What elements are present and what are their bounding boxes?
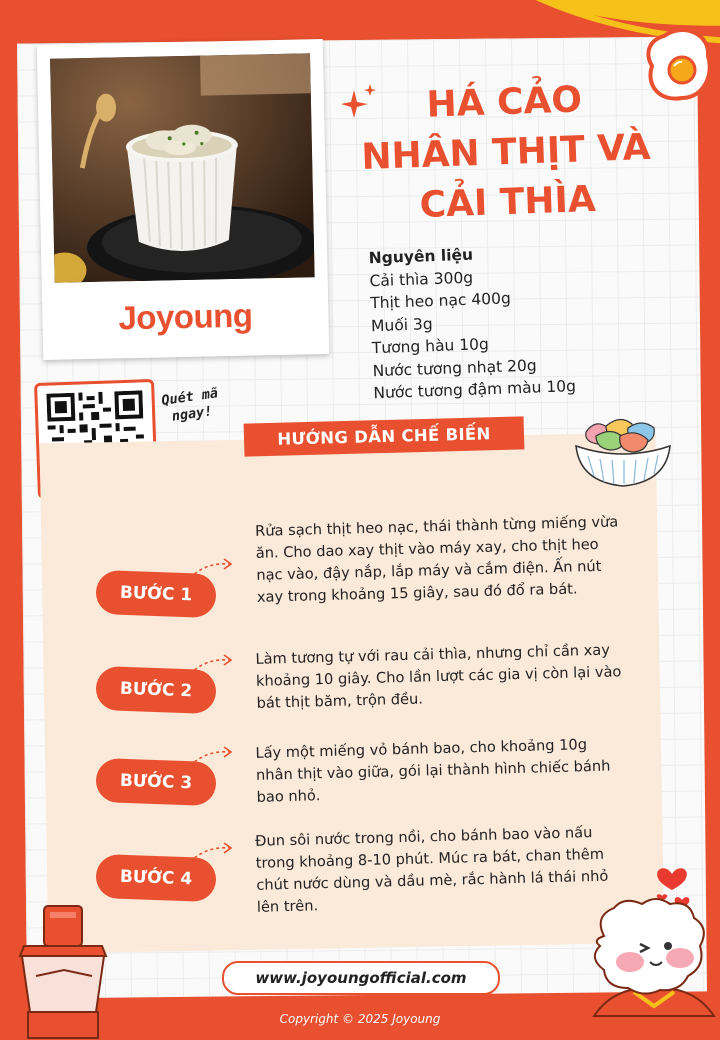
step-4-text: Đun sôi nước trong nồi, cho bánh bao vào nấu trong khoảng 8-10 phút. Múc ra bát, chan thêm chút nước dùng và dầu mè, rắc hành lá thái nhỏ lên trên. bbox=[254, 824, 609, 916]
step-4-label: BƯỚC 4 bbox=[95, 854, 216, 902]
ingredient-item: Thịt heo nạc 400g bbox=[369, 289, 512, 313]
step-3-text: Lấy một miếng vỏ bánh bao, cho khoảng 10g nhân thịt vào giữa, gói lại thành hình chiếc bánh bao nhỏ. bbox=[255, 736, 611, 806]
arrow-icon bbox=[186, 556, 236, 582]
title-line-3: CẢI THÌA bbox=[418, 178, 597, 227]
brand-logo: Joyoung bbox=[118, 296, 253, 337]
arrow-icon bbox=[186, 840, 236, 866]
dumpling-bowl-icon bbox=[568, 412, 678, 492]
arrow-icon bbox=[186, 652, 236, 678]
step-1-text: Rửa sạch thịt heo nạc, thái thành từng miếng vừa ăn. Cho dao xay thịt vào máy xay, cho thịt heo nạc vào, đậy nắp, lắp máy và cắm điện. Ấn nút xay trong khoảng 15 giây, sau đó đổ ra bát. bbox=[254, 513, 619, 606]
dumpling-photo bbox=[50, 53, 315, 282]
ingredients-list bbox=[368, 237, 673, 405]
ingredient-item: Tương hàu 10g bbox=[371, 335, 490, 358]
ingredient-item: Nước tương đậm màu 10g bbox=[373, 377, 577, 403]
ingredients-heading: Nguyên liệu bbox=[368, 245, 474, 268]
website-link[interactable]: www.joyoungofficial.com bbox=[222, 961, 500, 995]
recipe-title bbox=[333, 72, 678, 234]
dumpling-bowl-illustration bbox=[50, 53, 315, 282]
ingredient-item: Muối 3g bbox=[370, 314, 433, 335]
ingredient-item: Cải thìa 300g bbox=[369, 268, 474, 290]
ingredient-item: Nước tương nhạt 20g bbox=[372, 355, 537, 380]
mascot-icon bbox=[584, 896, 720, 1020]
title-line-2: NHÂN THỊT VÀ bbox=[360, 126, 652, 179]
qr-note-line-2: ngay! bbox=[170, 403, 214, 425]
step-2-text: Làm tương tự với rau cải thìa, nhưng chỉ cần xay khoảng 10 giây. Cho lần lượt các gia vị còn lại vào bát thịt băm, trộn đều. bbox=[255, 641, 622, 712]
guide-heading: HƯỚNG DẪN CHẾ BIẾN bbox=[244, 416, 525, 456]
copyright-text: Copyright © 2025 Joyoung bbox=[279, 1012, 441, 1026]
photo-card bbox=[37, 39, 330, 360]
step-3-label: BƯỚC 3 bbox=[95, 758, 216, 806]
arrow-icon bbox=[186, 744, 236, 770]
title-line-1: HÁ CẢO bbox=[425, 79, 583, 126]
step-1-label: BƯỚC 1 bbox=[95, 570, 216, 618]
step-2-label: BƯỚC 2 bbox=[95, 666, 216, 714]
qr-note-line-1: Quét mã bbox=[160, 385, 220, 409]
